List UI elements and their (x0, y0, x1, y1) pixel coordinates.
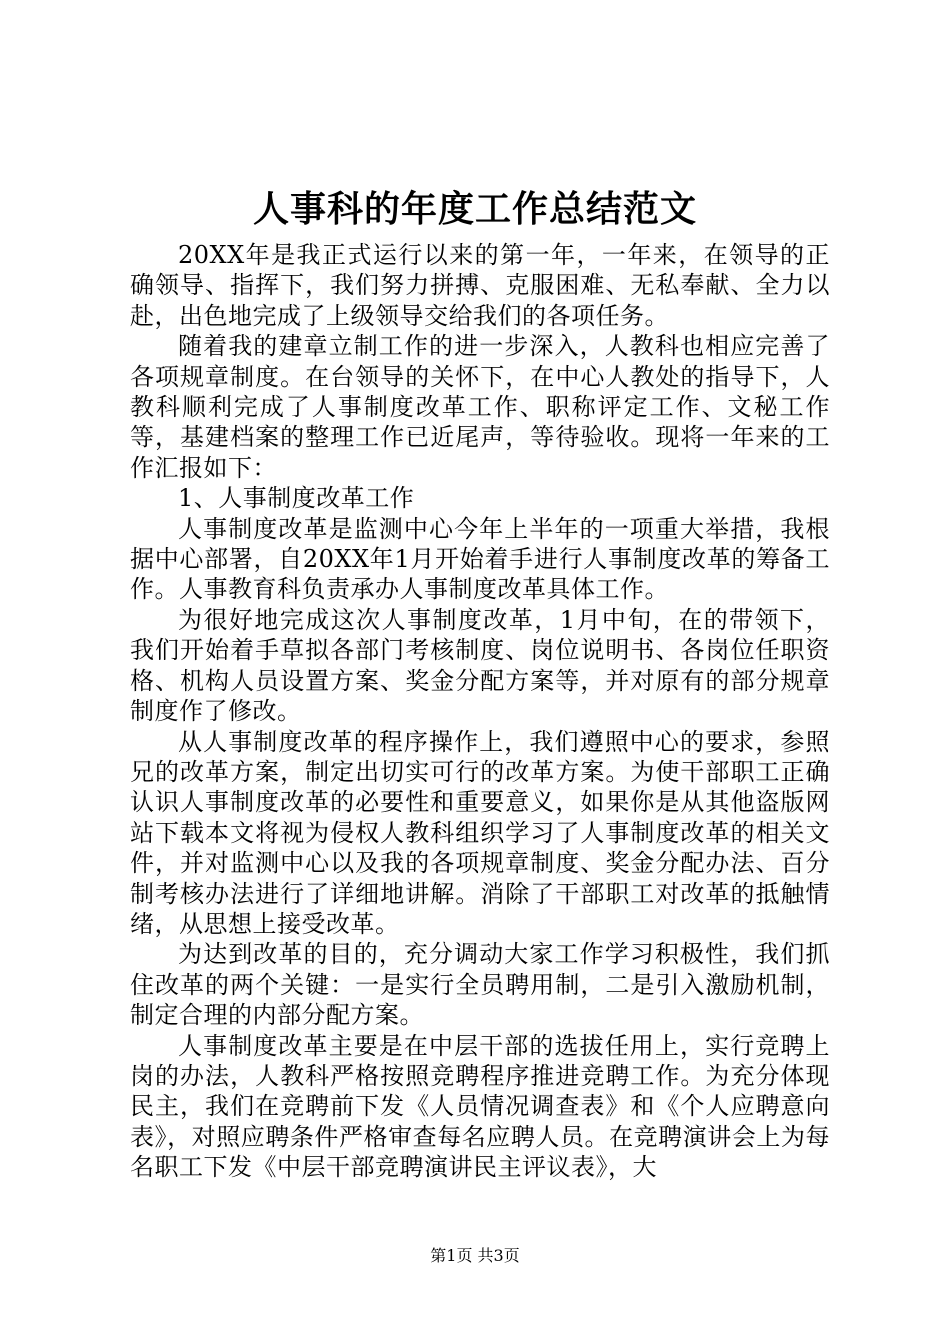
page-number-footer: 第1页 共3页 (430, 1246, 520, 1265)
paragraph-4: 为很好地完成这次人事制度改革，1月中旬，在的带领下，我们开始着手草拟各部门考核制度、岗位说明书、各岗位任职资格、机构人员设置方案、奖金分配方案等，并对原有的部分规章制度作了修改。 (130, 605, 830, 726)
paragraph-6: 为达到改革的目的，充分调动大家工作学习积极性，我们抓住改革的两个关键：一是实行全员聘用制，二是引入激励机制，制定合理的内部分配方案。 (130, 940, 830, 1030)
paragraph-1: 20XX年是我正式运行以来的第一年，一年来，在领导的正确领导、指挥下，我们努力拼搏、克服困难、无私奉献、全力以赴，出色地完成了上级领导交给我们的各项任务。 (130, 241, 830, 330)
section-heading-1: 1、人事制度改革工作 (178, 484, 415, 513)
paragraph-2: 随着我的建章立制工作的进一步深入，人教科也相应完善了各项规章制度。在台领导的关怀下，在中心人教处的指导下，人教科顺利完成了人事制度改革工作、职称评定工作、文秘工作等，基建档案的整理工作已近尾声，等待验收。现将一年来的工作汇报如下： (130, 332, 830, 482)
paragraph-7: 人事制度改革主要是在中层干部的选拔任用上，实行竞聘上岗的办法，人教科严格按照竞聘程序推进竞聘工作。为充分体现民主，我们在竞聘前下发《人员情况调查表》和《个人应聘意向表》，对照应聘条件严格审查每名应聘人员。在竞聘演讲会上为每名职工下发《中层干部竞聘演讲民主评议表》，大 (130, 1031, 830, 1182)
paragraph-3: 人事制度改革是监测中心今年上半年的一项重大举措，我根据中心部署，自20XX年1月开始着手进行人事制度改革的筹备工作。人事教育科负责承办人事制度改革具体工作。 (130, 514, 830, 604)
document-body (130, 240, 830, 1183)
document-title: 人事科的年度工作总结范文 (252, 188, 697, 230)
paragraph-5: 从人事制度改革的程序操作上，我们遵照中心的要求，参照兄的改革方案，制定出切实可行的改革方案。为使干部职工正确认识人事制度改革的必要性和重要意义，如果你是从其他盗版网站下载本文将视为侵权人教科组织学习了人事制度改革的相关文件，并对监测中心以及我的各项规章制度、奖金分配办法、百分制考核办法进行了详细地讲解。消除了干部职工对改革的抵触情绪，从思想上接受改革。 (130, 727, 830, 938)
